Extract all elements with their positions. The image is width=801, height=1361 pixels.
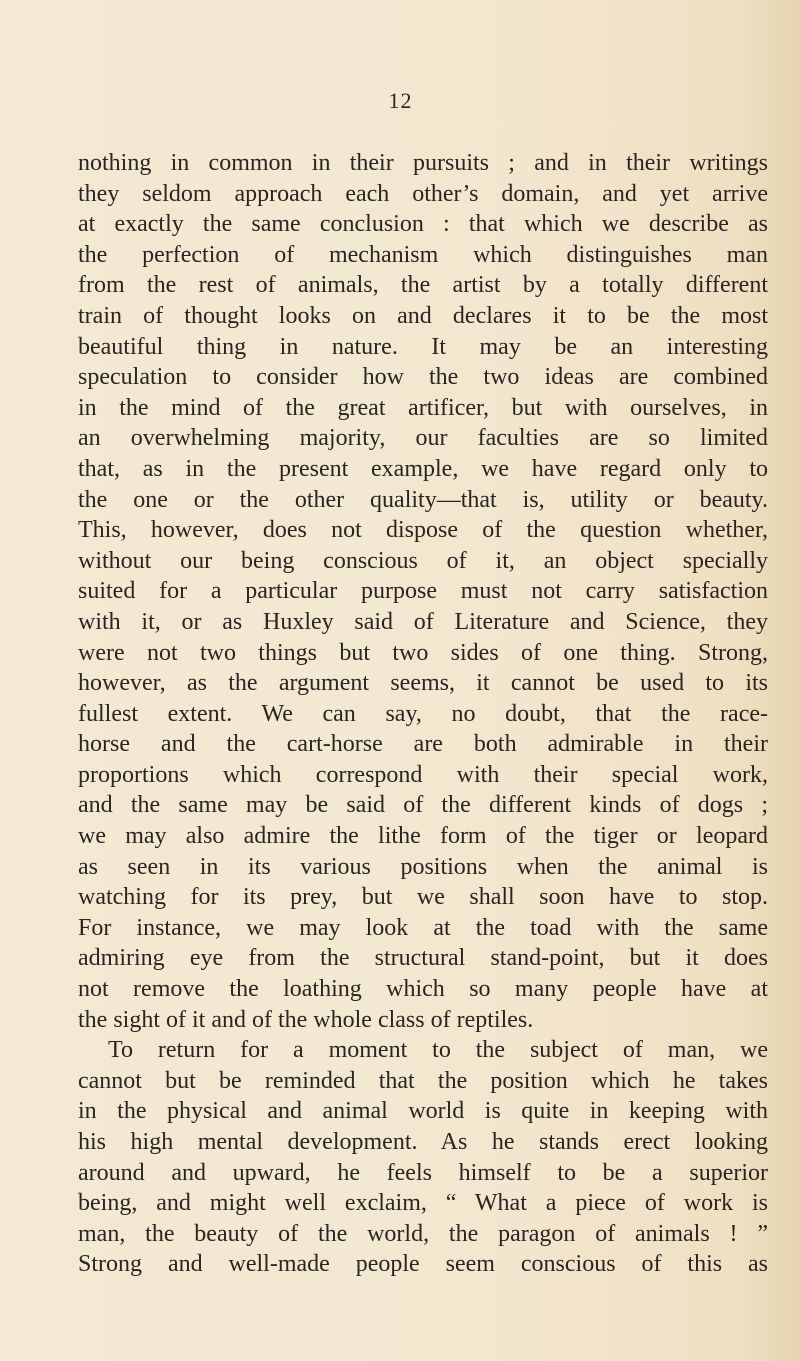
- text-line: This, however, does not dispose of the question whether,: [78, 517, 768, 544]
- text-line: proportions which correspond with their special work,: [78, 761, 768, 788]
- text-line: not remove the loathing which so many people have at: [78, 976, 768, 1003]
- text-line: admiring eye from the structural stand-point, but it does: [78, 945, 768, 972]
- text-line: being, and might well exclaim, “ What a piece of work is: [78, 1190, 768, 1217]
- page-number: 12: [388, 88, 413, 113]
- text-line: in the physical and animal world is quite in keeping with: [78, 1098, 768, 1125]
- text-line: however, as the argument seems, it cannot be used to its: [78, 670, 768, 697]
- text-line-paragraph-start: To return for a moment to the subject of man, we: [108, 1037, 768, 1064]
- text-line: at exactly the same conclusion : that which we describe as: [78, 211, 768, 238]
- text-line: cannot but be reminded that the position which he takes: [78, 1067, 768, 1094]
- text-line: as seen in its various positions when the animal is: [78, 853, 768, 880]
- text-line: around and upward, he feels himself to be a superior: [78, 1159, 768, 1186]
- text-line: Strong and well-made people seem conscious of this as: [78, 1251, 768, 1278]
- text-line: speculation to consider how the two ideas are combined: [78, 364, 768, 391]
- text-line: man, the beauty of the world, the paragon of animals ! ”: [78, 1220, 768, 1247]
- text-line: his high mental development. As he stands erect looking: [78, 1129, 768, 1155]
- text-line: horse and the cart-horse are both admirable in their: [78, 731, 768, 758]
- text-line: we may also admire the lithe form of the tiger or leopard: [78, 823, 768, 850]
- text-line: suited for a particular purpose must not carry satisfaction: [78, 578, 768, 605]
- text-line: they seldom approach each other’s domain, and yet arrive: [78, 180, 768, 207]
- text-line: from the rest of animals, the artist by a totally different: [78, 272, 768, 299]
- text-line: and the same may be said of the different kinds of dogs ;: [78, 792, 768, 819]
- text-line: watching for its prey, but we shall soon have to stop.: [78, 884, 768, 911]
- text-line: fullest extent. We can say, no doubt, that the race-: [78, 700, 768, 727]
- text-line: without our being conscious of it, an object specially: [78, 547, 768, 574]
- text-line: in the mind of the great artificer, but with ourselves, in: [78, 394, 768, 421]
- text-line: that, as in the present example, we have regard only to: [78, 455, 768, 482]
- text-line: nothing in common in their pursuits ; and in their writings: [78, 150, 768, 176]
- text-line: the sight of it and of the whole class of reptiles.: [78, 1006, 534, 1033]
- text-line: the perfection of mechanism which distinguishes man: [78, 241, 768, 268]
- text-line: were not two things but two sides of one thing. Strong,: [78, 639, 768, 666]
- text-line: with it, or as Huxley said of Literature and Science, they: [78, 608, 768, 635]
- text-line: an overwhelming majority, our faculties are so limited: [78, 425, 768, 452]
- text-line: train of thought looks on and declares it to be the most: [78, 302, 768, 329]
- text-line: beautiful thing in nature. It may be an interesting: [78, 333, 768, 360]
- text-line: For instance, we may look at the toad with the same: [78, 914, 768, 941]
- text-line: the one or the other quality—that is, utility or beauty.: [78, 486, 768, 513]
- body-text: [78, 148, 768, 1280]
